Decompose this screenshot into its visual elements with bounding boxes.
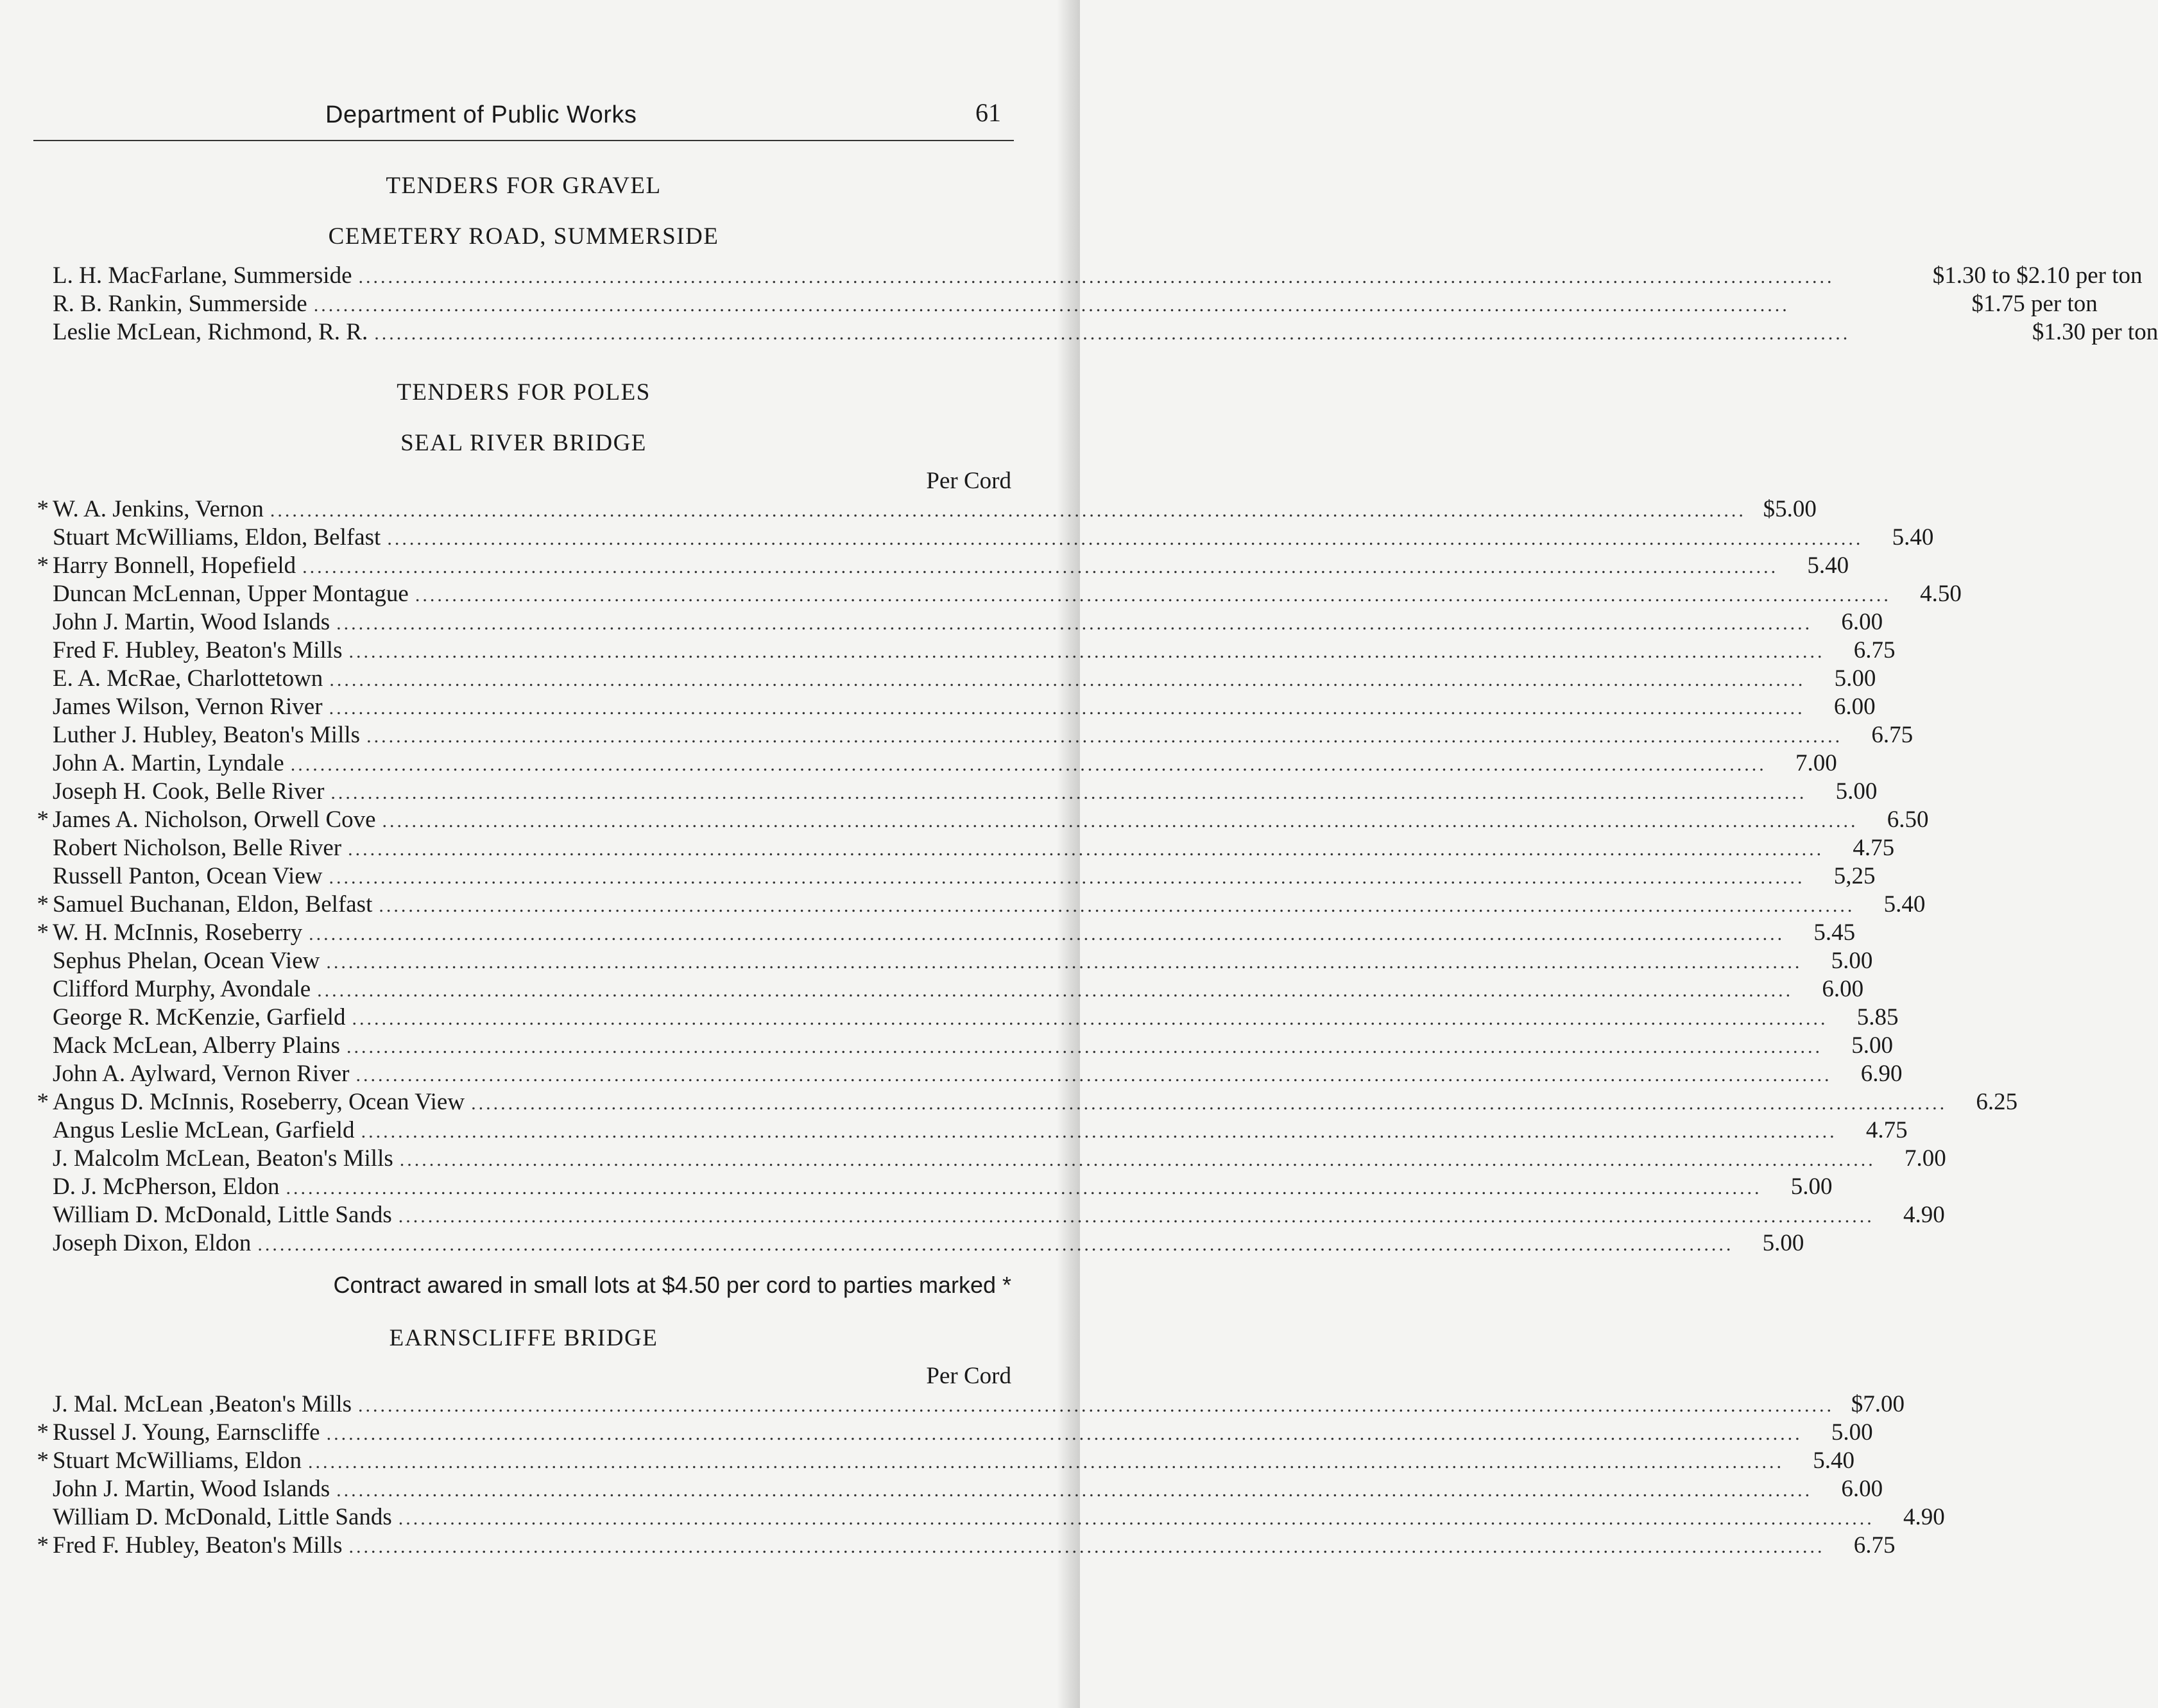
page-number: 61 (975, 98, 1001, 127)
leader-dots: ........................................................................................................................................................................................................ (308, 1451, 1784, 1473)
award-marker: * (37, 1448, 49, 1474)
tender-row (33, 806, 1929, 834)
leader-dots: ........................................................................................................................................................................................................ (329, 867, 1805, 888)
tender-row (33, 495, 1817, 524)
subheading-seal-river-bridge: SEAL RIVER BRIDGE (400, 430, 647, 456)
tenderer-name: Clifford Murphy, Avondale (53, 976, 311, 1002)
tender-price: 6.75 (1853, 637, 1896, 663)
tenderer-name: Stuart McWilliams, Eldon, Belfast (53, 524, 381, 551)
tenderer-name: Mack McLean, Alberry Plains (53, 1032, 340, 1059)
tender-price: 5.00 (1762, 1230, 1804, 1256)
tender-price: 6.75 (1871, 722, 1914, 748)
tenderer-name: James A. Nicholson, Orwell Cove (53, 807, 376, 833)
tender-row (33, 608, 1883, 636)
tender-row (33, 778, 1878, 806)
leader-dots: ........................................................................................................................................................................................................ (317, 980, 1794, 1001)
seal-river-tender-list (33, 495, 2018, 1258)
leader-dots: ........................................................................................................................................................................................................ (326, 1423, 1803, 1444)
tenderer-name: Angus Leslie McLean, Garfield (53, 1117, 355, 1143)
tender-price: 4.75 (1853, 835, 1895, 861)
tender-price: $1.30 to $2.10 per ton (1932, 262, 2143, 289)
leader-dots: ........................................................................................................................................................................................................ (286, 1177, 1762, 1199)
tender-row (33, 1447, 1854, 1475)
leader-dots: ........................................................................................................................................................................................................ (330, 782, 1807, 803)
tenderer-name: Leslie McLean, Richmond, R. R. (53, 319, 368, 345)
tender-price: $1.75 per ton (1971, 291, 2098, 317)
tenderer-name: Joseph H. Cook, Belle River (53, 778, 325, 805)
tender-price: $1.30 per ton (2032, 319, 2158, 345)
contract-note: Contract awared in small lots at $4.50 per cord to parties marked * (333, 1272, 1011, 1298)
tender-price: 5.45 (1813, 919, 1856, 946)
tender-row (33, 1390, 1905, 1419)
tender-price: $7.00 (1851, 1391, 1905, 1417)
tender-price: 5.00 (1851, 1032, 1893, 1059)
tender-price: 4.50 (1920, 581, 1962, 607)
tenderer-name: Duncan McLennan, Upper Montague (53, 581, 409, 607)
leader-dots: ........................................................................................................................................................................................................ (348, 839, 1824, 860)
tender-row (33, 693, 1876, 721)
tender-price: 6.00 (1822, 976, 1864, 1002)
tender-price: 6.00 (1841, 609, 1883, 635)
award-marker: * (37, 807, 49, 833)
leader-dots: ........................................................................................................................................................................................................ (313, 295, 1790, 316)
section-heading-gravel: TENDERS FOR GRAVEL (386, 173, 662, 199)
tenderer-name: Luther J. Hubley, Beaton's Mills (53, 722, 361, 748)
tender-row (33, 636, 1896, 665)
tender-row (33, 1032, 1893, 1060)
tender-row (33, 862, 1876, 891)
tender-row (33, 891, 1926, 919)
leader-dots: ........................................................................................................................................................................................................ (326, 952, 1803, 973)
tenderer-name: Samuel Buchanan, Eldon, Belfast (53, 891, 373, 918)
tenderer-name: R. B. Rankin, Summerside (53, 291, 307, 317)
tender-row (33, 1532, 1896, 1560)
tender-price: 6.00 (1833, 694, 1876, 720)
leader-dots: ........................................................................................................................................................................................................ (471, 1093, 1948, 1114)
tender-price: 5.40 (1892, 524, 1934, 551)
tenderer-name: Harry Bonnell, Hopefield (53, 552, 296, 579)
tenderer-name: Robert Nicholson, Belle River (53, 835, 342, 861)
award-marker: * (37, 552, 49, 579)
tenderer-name: George R. McKenzie, Garfield (53, 1004, 346, 1030)
tender-price: 5.85 (1856, 1004, 1899, 1030)
tender-row (33, 1003, 1899, 1032)
leader-dots: ........................................................................................................................................................................................................ (374, 323, 1851, 344)
tender-row (33, 834, 1895, 862)
leader-dots: ........................................................................................................................................................................................................ (257, 1234, 1734, 1255)
tenderer-name: Sephus Phelan, Ocean View (53, 948, 320, 974)
tender-row (33, 1116, 1908, 1145)
tender-row (33, 580, 1962, 608)
tenderer-name: William D. McDonald, Little Sands (53, 1504, 392, 1530)
leader-dots: ........................................................................................................................................................................................................ (352, 1008, 1828, 1029)
leader-dots: ........................................................................................................................................................................................................ (398, 1508, 1874, 1529)
tenderer-name: L. H. MacFarlane, Summerside (53, 262, 352, 289)
leader-dots: ........................................................................................................................................................................................................ (290, 754, 1767, 775)
tender-price: 6.50 (1887, 807, 1929, 833)
leader-dots: ........................................................................................................................................................................................................ (398, 1206, 1874, 1227)
tenderer-name: Angus D. McInnis, Roseberry, Ocean View (53, 1089, 465, 1115)
award-marker: * (37, 1419, 49, 1446)
tender-row (33, 1060, 1903, 1088)
leader-dots: ........................................................................................................................................................................................................ (415, 585, 1891, 606)
section-heading-poles: TENDERS FOR POLES (397, 379, 651, 406)
leader-dots: ........................................................................................................................................................................................................ (348, 1536, 1825, 1557)
tender-row (33, 665, 1876, 693)
tender-price: 6.90 (1860, 1061, 1903, 1087)
award-marker: * (37, 919, 49, 946)
tender-row (33, 1201, 1945, 1229)
leader-dots: ........................................................................................................................................................................................................ (379, 895, 1855, 916)
tender-row (33, 318, 2158, 346)
tender-row (33, 749, 1837, 778)
tender-price: 4.90 (1903, 1504, 1945, 1530)
tenderer-name: Russell Panton, Ocean View (53, 863, 323, 889)
leader-dots: ........................................................................................................................................................................................................ (302, 556, 1779, 577)
tenderer-name: W. H. McInnis, Roseberry (53, 919, 303, 946)
tenderer-name: Fred F. Hubley, Beaton's Mills (53, 637, 343, 663)
gravel-tender-list (33, 262, 2158, 346)
tender-price: 5.00 (1831, 948, 1873, 974)
tender-price: 5.40 (1883, 891, 1926, 918)
tender-price: 6.00 (1841, 1476, 1883, 1502)
tender-price: 5,25 (1833, 863, 1876, 889)
leader-dots: ........................................................................................................................................................................................................ (309, 923, 1785, 944)
tender-row (33, 1503, 1945, 1532)
tender-price: 7.00 (1795, 750, 1837, 776)
tenderer-name: Fred F. Hubley, Beaton's Mills (53, 1532, 343, 1559)
leader-dots: ........................................................................................................................................................................................................ (361, 1121, 1837, 1142)
earnscliffe-tender-list (33, 1390, 1945, 1560)
tender-row (33, 290, 2098, 318)
leader-dots: ........................................................................................................................................................................................................ (329, 697, 1805, 719)
running-title: Department of Public Works (325, 101, 637, 128)
leader-dots: ........................................................................................................................................................................................................ (366, 726, 1843, 747)
leader-dots: ........................................................................................................................................................................................................ (387, 528, 1863, 549)
award-marker: * (37, 496, 49, 522)
tender-row (33, 1173, 1833, 1201)
leader-dots: ........................................................................................................................................................................................................ (347, 1036, 1822, 1057)
tender-row (33, 919, 1856, 947)
tender-price: 4.75 (1865, 1117, 1908, 1143)
tenderer-name: William D. McDonald, Little Sands (53, 1202, 392, 1228)
tender-price: 4.90 (1903, 1202, 1945, 1228)
leader-dots: ........................................................................................................................................................................................................ (329, 669, 1806, 690)
subheading-earnscliffe-bridge: EARNSCLIFFE BRIDGE (389, 1325, 658, 1351)
tender-row (33, 947, 1873, 975)
tender-row (33, 721, 1914, 749)
leader-dots: ........................................................................................................................................................................................................ (270, 500, 1746, 521)
tender-price: 5.00 (1790, 1174, 1833, 1200)
tender-row (33, 975, 1864, 1003)
document-page (33, 96, 2158, 1560)
running-header (33, 96, 1014, 135)
leader-dots: ........................................................................................................................................................................................................ (355, 1064, 1832, 1086)
tender-row (33, 1088, 2018, 1116)
tender-price: 6.25 (1976, 1089, 2018, 1115)
tenderer-name: J. Mal. McLean ,Beaton's Mills (53, 1391, 352, 1417)
tender-price: 7.00 (1905, 1145, 1946, 1172)
tender-price: 5.40 (1807, 552, 1849, 579)
tender-price: 5.40 (1813, 1448, 1854, 1474)
tenderer-name: Russel J. Young, Earnscliffe (53, 1419, 320, 1446)
tender-price: 5.00 (1831, 1419, 1873, 1446)
leader-dots: ........................................................................................................................................................................................................ (336, 1480, 1813, 1501)
tenderer-name: James Wilson, Vernon River (53, 694, 323, 720)
tender-price: $5.00 (1763, 496, 1817, 522)
tenderer-name: John J. Martin, Wood Islands (53, 609, 330, 635)
leader-dots: ........................................................................................................................................................................................................ (358, 1395, 1835, 1416)
leader-dots: ........................................................................................................................................................................................................ (382, 810, 1858, 832)
leader-dots: ........................................................................................................................................................................................................ (358, 266, 1835, 287)
award-marker: * (37, 891, 49, 918)
tenderer-name: John J. Martin, Wood Islands (53, 1476, 330, 1502)
tender-row (33, 262, 2143, 290)
tenderer-name: E. A. McRae, Charlottetown (53, 665, 323, 692)
column-header-per-cord: Per Cord (926, 468, 1011, 494)
leader-dots: ........................................................................................................................................................................................................ (399, 1149, 1876, 1170)
tender-row (33, 1475, 1883, 1503)
tender-row (33, 1145, 1946, 1173)
tender-price: 5.00 (1834, 665, 1876, 692)
tenderer-name: Joseph Dixon, Eldon (53, 1230, 252, 1256)
tenderer-name: John A. Aylward, Vernon River (53, 1061, 350, 1087)
leader-dots: ........................................................................................................................................................................................................ (336, 613, 1813, 634)
subheading-cemetery-road: CEMETERY ROAD, SUMMERSIDE (328, 223, 719, 250)
leader-dots: ........................................................................................................................................................................................................ (348, 641, 1825, 662)
header-rule (33, 140, 1014, 141)
tenderer-name: D. J. McPherson, Eldon (53, 1174, 280, 1200)
tender-row (33, 1419, 1873, 1447)
tenderer-name: W. A. Jenkins, Vernon (53, 496, 264, 522)
tender-price: 5.00 (1835, 778, 1878, 805)
tender-row (33, 524, 1934, 552)
tenderer-name: Stuart McWilliams, Eldon (53, 1448, 302, 1474)
award-marker: * (37, 1532, 49, 1559)
award-marker: * (37, 1089, 49, 1115)
tender-price: 6.75 (1853, 1532, 1896, 1559)
column-header-per-cord: Per Cord (926, 1363, 1011, 1389)
tenderer-name: John A. Martin, Lyndale (53, 750, 284, 776)
tender-row (33, 1229, 1804, 1258)
tenderer-name: J. Malcolm McLean, Beaton's Mills (53, 1145, 393, 1172)
tender-row (33, 552, 1849, 580)
